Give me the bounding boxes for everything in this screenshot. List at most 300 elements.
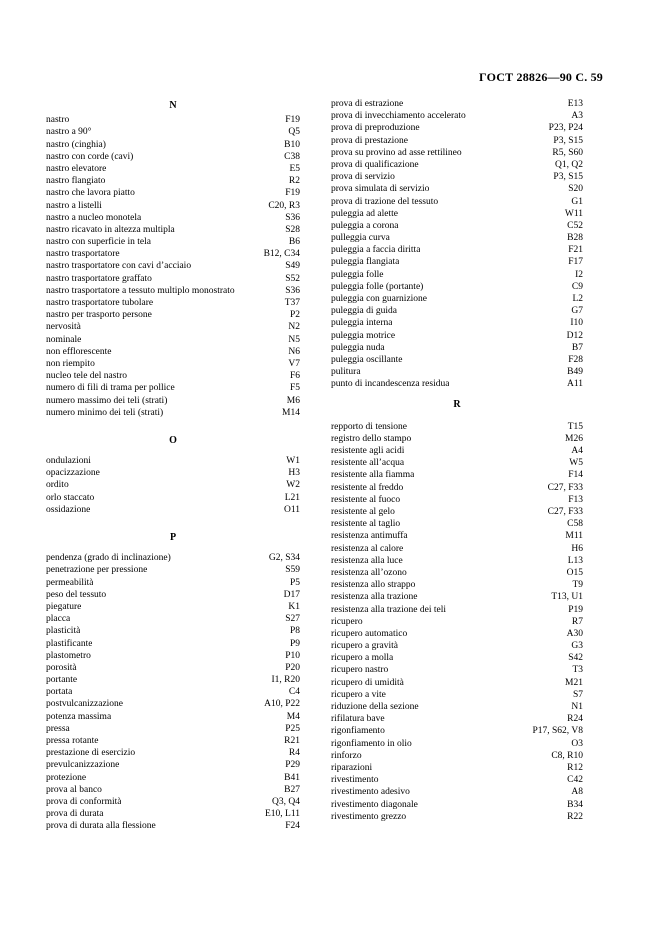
index-term: puleggia a corona: [331, 220, 399, 231]
index-code: N2: [288, 322, 300, 333]
index-entry: [331, 738, 583, 750]
index-entry: [46, 711, 300, 723]
index-code: B12, C34: [263, 249, 300, 260]
index-code: F5: [289, 383, 300, 394]
index-entry: [46, 126, 300, 138]
index-term: prova simulata di servizio: [331, 184, 430, 195]
index-term: registro dello stampo: [331, 433, 412, 444]
index-code: M6: [286, 395, 300, 406]
index-term: ondulazioni: [46, 456, 91, 467]
index-term: rivestimento grezzo: [331, 811, 407, 822]
index-entry: [46, 236, 300, 248]
index-code: G2, S34: [268, 553, 300, 564]
index-term: numero massimo dei teli (strati): [46, 395, 168, 406]
index-term: nastro a listelli: [46, 200, 102, 211]
index-entry: [331, 530, 583, 542]
index-term: postvulcanizzazione: [46, 699, 124, 710]
index-entry: [46, 820, 300, 832]
index-code: W11: [564, 208, 583, 219]
index-code: F28: [568, 354, 583, 365]
index-term: puleggia motrice: [331, 330, 396, 341]
index-code: T3: [572, 665, 583, 676]
index-entry: [331, 701, 583, 713]
index-code: O11: [283, 504, 300, 515]
index-term: nastro con superficie in tela: [46, 237, 151, 248]
index-entry: [46, 735, 300, 747]
index-entry: [46, 395, 300, 407]
index-entry: [46, 564, 300, 576]
index-entry: [46, 346, 300, 358]
index-term: riduzione della sezione: [331, 702, 419, 712]
index-code: Q5: [288, 127, 300, 138]
index-code: D12: [566, 330, 583, 341]
index-term: resistente alla fiamma: [331, 470, 415, 481]
index-term: nastro ricavato in altezza multipla: [46, 224, 175, 235]
index-term: puleggia a faccia diritta: [331, 245, 421, 256]
index-term: prova di durata alla flessione: [46, 821, 156, 832]
index-code: K1: [288, 601, 300, 612]
index-term: rinforzo: [331, 750, 362, 761]
index-entry: [331, 330, 583, 342]
index-term: nastro flangiato: [46, 176, 106, 187]
index-code: I2: [575, 269, 583, 280]
index-section: [46, 435, 300, 516]
index-code: A10, P22: [264, 699, 300, 710]
index-code: Q3, Q4: [272, 796, 300, 807]
index-entry: [46, 674, 300, 686]
index-term: resistente al fuoco: [331, 494, 401, 505]
index-entry: [46, 358, 300, 370]
index-term: piegature: [46, 601, 82, 612]
index-term: portata: [46, 687, 73, 698]
index-entry: [331, 628, 583, 640]
index-code: B27: [284, 784, 300, 795]
index-term: puleggia folle (portante): [331, 281, 424, 292]
index-term: prova di estrazione: [331, 99, 404, 109]
index-term: resistenza antimuffa: [331, 531, 408, 542]
index-term: puleggia oscillante: [331, 354, 403, 365]
index-term: nastro per trasporto persone: [46, 310, 152, 321]
index-entry: [46, 772, 300, 784]
index-term: puleggia nuda: [331, 342, 385, 353]
index-entry: [46, 273, 300, 285]
index-code: Q1, Q2: [555, 159, 583, 170]
index-code: L13: [567, 555, 583, 566]
index-code: B7: [571, 342, 583, 353]
index-code: C42: [567, 775, 583, 786]
index-entry: [46, 759, 300, 771]
index-code: H6: [571, 543, 583, 554]
index-term: resistenza allo strappo: [331, 580, 416, 591]
index-term: puleggia folle: [331, 269, 384, 280]
index-term: pulleggia curva: [331, 233, 390, 244]
index-term: nastro elevatore: [46, 163, 107, 174]
index-term: non riempito: [46, 358, 95, 369]
index-entry: [331, 135, 583, 147]
index-code: O15: [566, 567, 583, 578]
index-term: prova di prestazione: [331, 135, 409, 146]
index-code: R24: [567, 714, 583, 725]
index-entry: [331, 604, 583, 616]
index-code: R22: [567, 811, 583, 822]
index-entry: [331, 811, 583, 823]
index-entry: [46, 297, 300, 309]
index-term: ricupero di umidità: [331, 677, 404, 688]
index-code: S36: [285, 285, 300, 296]
index-entry: [331, 652, 583, 664]
index-entry: [331, 196, 583, 208]
index-entry: [46, 552, 300, 564]
index-term: prova su provino ad asse rettilineo: [331, 147, 462, 158]
index-code: A4: [571, 446, 583, 457]
index-term: ricupero a vite: [331, 689, 386, 700]
index-code: G7: [571, 306, 583, 317]
index-code: W5: [569, 458, 583, 469]
index-term: prova di servizio: [331, 172, 395, 183]
index-code: P3, S15: [553, 135, 583, 146]
index-term: prova di trazione del tessuto: [331, 196, 439, 207]
index-code: N6: [288, 346, 300, 357]
index-code: G3: [571, 641, 583, 652]
index-code: F13: [568, 494, 583, 505]
index-code: V7: [288, 358, 300, 369]
index-entry: [46, 784, 300, 796]
index-entry: [46, 504, 300, 516]
index-term: nastro a nucleo monotela: [46, 212, 142, 223]
index-code: P25: [285, 723, 300, 734]
section-letter: P: [169, 532, 177, 543]
index-code: S52: [285, 273, 300, 284]
index-term: prova di invecchiamento accelerato: [331, 111, 466, 122]
index-entry: [46, 747, 300, 759]
index-term: orlo staccato: [46, 492, 95, 503]
index-entry: [331, 354, 583, 366]
index-term: puleggia con guarnizione: [331, 294, 428, 304]
index-code: T15: [567, 421, 583, 432]
index-term: pulitura: [331, 367, 361, 378]
index-code: M11: [565, 531, 583, 542]
index-code: E5: [289, 163, 300, 174]
index-entry: [331, 232, 583, 244]
index-entry: [46, 212, 300, 224]
section-letter: R: [453, 398, 461, 410]
index-code: S7: [572, 689, 583, 700]
index-term: resistenza alla trazione dei teli: [331, 604, 446, 615]
index-code: P29: [285, 760, 300, 771]
index-entry: [46, 151, 300, 163]
index-term: numero di fili di trama per pollice: [46, 383, 175, 394]
index-code: B10: [284, 139, 300, 150]
index-code: S59: [285, 565, 300, 576]
index-entry: [331, 725, 583, 737]
index-entry: [331, 281, 583, 293]
index-term: prova di preproduzione: [331, 123, 420, 134]
index-term: resistenza al calore: [331, 543, 404, 554]
index-term: placca: [46, 614, 71, 625]
index-term: repporto di tensione: [331, 421, 407, 432]
index-code: L2: [572, 294, 583, 304]
index-term: prova al banco: [46, 784, 102, 795]
index-entry: [331, 208, 583, 220]
index-term: ricupero: [331, 616, 363, 627]
index-code: R5, S60: [552, 147, 583, 158]
index-term: puleggia flangiata: [331, 257, 400, 268]
index-term: resistenza all’ozono: [331, 567, 407, 578]
index-entry: [46, 334, 300, 346]
index-term: resistente all’acqua: [331, 458, 405, 469]
index-term: nastro a 90°: [46, 127, 92, 138]
index-code: I10: [570, 318, 583, 329]
index-code: P20: [285, 662, 300, 673]
index-code: F21: [568, 245, 583, 256]
index-term: ricupero nastro: [331, 665, 389, 676]
index-term: puleggia interna: [331, 318, 393, 329]
index-entry: [331, 677, 583, 689]
index-term: nastro: [46, 115, 70, 126]
index-code: L21: [284, 492, 300, 503]
index-entry: [46, 601, 300, 613]
index-term: puleggia di guida: [331, 306, 397, 317]
index-code: M26: [565, 433, 583, 444]
index-code: F17: [568, 257, 583, 268]
index-entry: [331, 317, 583, 329]
index-entry: [46, 723, 300, 735]
index-code: C9: [571, 281, 583, 292]
index-entry: [46, 139, 300, 151]
index-term: numero minimo dei teli (strati): [46, 407, 164, 418]
index-term: protezione: [46, 772, 87, 783]
index-code: E10, L11: [264, 809, 300, 820]
index-entry: [331, 421, 583, 433]
index-term: pendenza (grado di inclinazione): [46, 553, 171, 564]
index-term: peso del tessuto: [46, 589, 107, 600]
index-entry: [331, 110, 583, 122]
index-code: P2: [289, 310, 300, 321]
index-code: H3: [288, 468, 300, 479]
index-code: C8, R10: [551, 750, 583, 761]
index-term: rigonfiamento: [331, 726, 385, 737]
index-term: prova di durata: [46, 809, 104, 820]
index-code: W1: [286, 456, 300, 467]
index-entry: [331, 122, 583, 134]
index-code: S27: [285, 614, 300, 625]
index-term: ricupero a molla: [331, 653, 394, 664]
index-term: rivestimento diagonale: [331, 799, 418, 810]
index-code: B28: [567, 233, 583, 244]
index-entry: [46, 625, 300, 637]
index-term: resistenza alla luce: [331, 555, 403, 566]
index-code: A8: [571, 787, 583, 798]
index-code: M14: [282, 407, 300, 418]
index-entry: [46, 285, 300, 297]
index-code: R2: [288, 176, 300, 187]
index-entry: [331, 469, 583, 481]
left-column: [46, 96, 300, 833]
index-section: [46, 100, 300, 419]
index-entry: [331, 342, 583, 354]
index-term: nastro trasportatore graffato: [46, 273, 152, 284]
index-code: F24: [285, 821, 300, 832]
index-entry: [331, 518, 583, 530]
index-term: opacizzazione: [46, 468, 100, 479]
index-entry: [331, 293, 583, 305]
index-term: nastro (cinghia): [46, 139, 106, 150]
index-entry: [46, 163, 300, 175]
index-entry: [46, 479, 300, 491]
index-code: S20: [568, 184, 583, 195]
index-entry: [331, 579, 583, 591]
index-code: P17, S62, V8: [532, 726, 583, 737]
right-column: [331, 96, 583, 823]
index-entry: [331, 98, 583, 110]
index-entry: [331, 482, 583, 494]
index-term: plastometro: [46, 650, 91, 661]
index-code: A11: [566, 379, 583, 390]
index-code: P8: [289, 626, 300, 637]
index-entry: [331, 159, 583, 171]
index-code: N1: [571, 702, 583, 712]
index-code: C20, R3: [268, 200, 300, 211]
index-entry: [331, 147, 583, 159]
index-code: W2: [286, 480, 300, 491]
index-term: punto di incandescenza residua: [331, 379, 450, 390]
index-term: ricupero a gravità: [331, 641, 398, 652]
index-code: A3: [571, 111, 583, 122]
index-entry: [46, 698, 300, 710]
index-entry: [46, 686, 300, 698]
index-term: rivestimento: [331, 775, 379, 786]
index-code: P19: [568, 604, 583, 615]
index-entry: [331, 183, 583, 195]
index-entry: [331, 640, 583, 652]
index-term: puleggia ad alette: [331, 208, 398, 219]
index-term: prova di conformità: [46, 796, 122, 807]
index-entry: [46, 114, 300, 126]
index-code: M4: [286, 711, 300, 722]
index-code: B41: [284, 772, 300, 783]
index-term: nucleo tele del nastro: [46, 371, 127, 382]
index-code: T9: [572, 580, 583, 591]
index-entry: [46, 638, 300, 650]
index-entry: [331, 220, 583, 232]
section-letter: O: [169, 434, 177, 446]
index-term: ricupero automatico: [331, 628, 408, 639]
section-letter: N: [169, 100, 177, 111]
index-section: [331, 399, 583, 823]
index-entry: [46, 613, 300, 625]
index-entry: [46, 382, 300, 394]
index-term: nastro trasportatore con cavi d’acciaio: [46, 261, 192, 272]
index-entry: [331, 591, 583, 603]
index-entry: [46, 407, 300, 419]
index-term: non efflorescente: [46, 346, 112, 357]
index-entry: [46, 187, 300, 199]
index-entry: [331, 457, 583, 469]
index-term: portante: [46, 675, 78, 686]
index-term: rigonfiamento in olio: [331, 738, 412, 749]
index-entry: [46, 260, 300, 272]
index-code: F19: [285, 115, 300, 126]
index-code: C38: [284, 151, 300, 162]
index-entry: [46, 175, 300, 187]
index-code: A30: [566, 628, 583, 639]
index-entry: [46, 662, 300, 674]
index-entry: [331, 799, 583, 811]
index-code: P3, S15: [553, 172, 583, 183]
index-entry: [331, 494, 583, 506]
index-entry: [46, 224, 300, 236]
index-code: P9: [289, 638, 300, 649]
page-header: ГОСТ 28826—90 С. 59: [479, 70, 603, 84]
index-code: R21: [284, 736, 300, 746]
index-term: resistente al freddo: [331, 482, 404, 493]
index-entry: [331, 256, 583, 268]
index-entry: [46, 808, 300, 820]
index-term: nastro trasportatore a tessuto multiplo monostrato: [46, 285, 235, 296]
index-term: ordito: [46, 480, 69, 491]
index-code: F6: [289, 371, 300, 382]
index-entry: [46, 309, 300, 321]
index-entry: [331, 774, 583, 786]
index-code: R7: [571, 616, 583, 627]
index-term: resistente agli acidi: [331, 446, 405, 457]
index-entry: [331, 555, 583, 567]
index-code: T37: [284, 298, 300, 308]
index-entry: [46, 577, 300, 589]
index-term: riparazioni: [331, 762, 373, 773]
index-code: S49: [285, 261, 300, 272]
index-entry: [331, 616, 583, 628]
index-term: rifilatura bave: [331, 714, 385, 725]
index-entry: [331, 543, 583, 555]
index-term: nastro trasportatore: [46, 249, 120, 260]
index-term: porosità: [46, 662, 77, 673]
index-entry: [331, 244, 583, 256]
index-term: permeabilità: [46, 577, 94, 588]
index-term: resistenza alla trazione: [331, 592, 418, 603]
index-code: P10: [285, 650, 300, 661]
index-entry: [331, 750, 583, 762]
index-code: C52: [567, 220, 583, 231]
index-code: S36: [285, 212, 300, 223]
index-code: S42: [568, 653, 583, 664]
index-code: R12: [567, 762, 583, 773]
index-entry: [331, 506, 583, 518]
right-top-entries: [331, 98, 583, 391]
index-entry: [46, 200, 300, 212]
index-entry: [46, 455, 300, 467]
index-entry: [331, 762, 583, 774]
index-term: pressa: [46, 723, 70, 734]
index-term: penetrazione per pressione: [46, 565, 148, 576]
index-code: F19: [285, 188, 300, 199]
index-code: B34: [567, 799, 583, 810]
index-code: R4: [288, 748, 300, 759]
index-code: O3: [571, 738, 583, 749]
index-code: S28: [285, 224, 300, 235]
index-term: ossidazione: [46, 504, 91, 515]
index-entry: [331, 786, 583, 798]
index-entry: [46, 370, 300, 382]
index-entry: [46, 796, 300, 808]
index-term: nastro trasportatore tubolare: [46, 298, 154, 308]
index-entry: [46, 650, 300, 662]
index-code: T13, U1: [551, 592, 583, 603]
index-code: C27, F33: [547, 507, 583, 517]
index-code: B49: [567, 367, 583, 378]
index-code: E13: [567, 99, 583, 109]
index-entry: [331, 713, 583, 725]
